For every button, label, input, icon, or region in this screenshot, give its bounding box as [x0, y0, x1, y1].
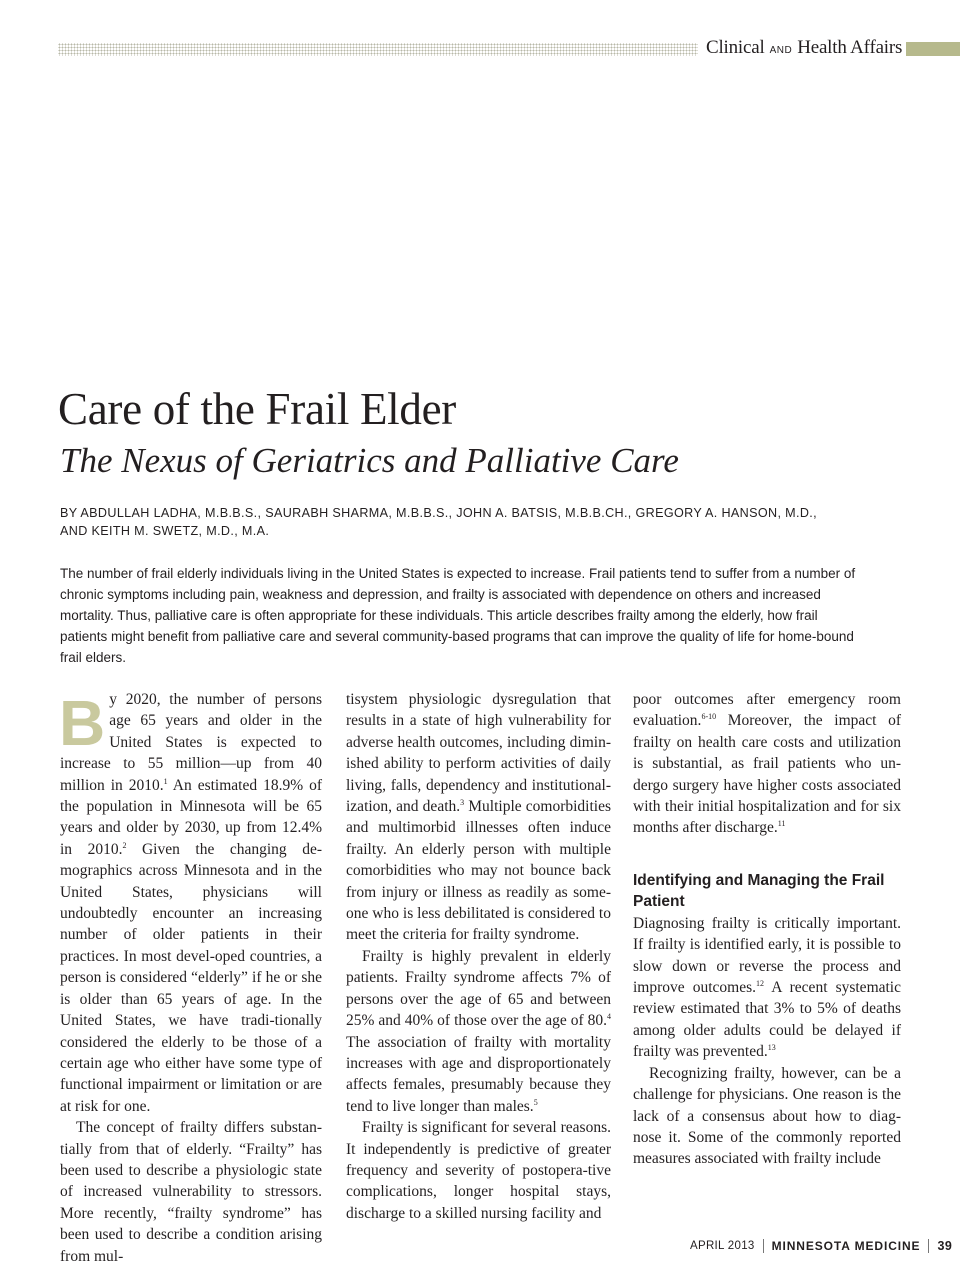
journal-name: MINNESOTA MEDICINE: [771, 1239, 921, 1253]
section-label-clinical: Clinical: [706, 37, 765, 58]
header-accent-bar: [906, 42, 960, 56]
text-run: Given the changing de-mographics across Minnesota and in the United States, physicians will undoubtedly encounter an increasing number of older patients in their practices. In most devel-oped countries, a person is considered “elderly” if he or she is older than 65 years of age. In the United States, we have tradi-tionally considered the elderly to be those of a certain age who either have some type of functional impairment or limitation or are at risk for one.: [60, 840, 322, 1115]
body-column-3: [633, 689, 901, 1170]
paragraph: [633, 913, 901, 1063]
citation: 4: [607, 1012, 611, 1022]
article-abstract: The number of frail elderly individuals living in the United States is expected to increase. Frail patients tend to suffer from a number of chronic symptoms including pain, weakness and depression, and frailty is associated with dependence on others and increased mortality. Thus, palliative care is often appropriate for these individuals. This article describes frailty among the elderly, how frail patients might benefit from palliative care and several community-based programs that can improve the quality of life for home-bound frail elders.: [60, 566, 856, 665]
paragraph: [346, 689, 611, 946]
section-label-and: AND: [769, 45, 793, 56]
citation: 3: [460, 798, 465, 808]
drop-cap: B: [59, 687, 106, 759]
paragraph: The concept of frailty differs substan-tially from that of elderly. “Frailty” has been used to describe a physiologic state of increased vulnerability to stressors. More recently, “frailty syndrome” has been used to describe a condition arising from mul-: [60, 1119, 322, 1265]
citation: 11: [777, 819, 786, 829]
page-footer: [690, 1238, 952, 1254]
text-run: An estimated 18.9% of the population in Minnesota will be 65 years and older by 2030, up from 12.4% in 2010.: [60, 776, 323, 858]
paragraph: [60, 689, 322, 1117]
citation: 13: [767, 1043, 776, 1053]
section-label-health-affairs: Health Affairs: [797, 37, 903, 58]
paragraph: [346, 946, 611, 1117]
footer-divider: [763, 1239, 764, 1253]
page-number: 39: [937, 1239, 953, 1253]
text-run: tisystem physiologic dysregulation that results in a state of high vulnerability for adverse health outcomes, including dimin-ished ability to perform activities of daily living, falls, dependency and institutional-ization, and death.: [346, 691, 611, 816]
paragraph: Frailty is significant for several reasons. It independently is predictive of greater frequency and severity of postopera-tive complications, longer hospital stays, discharge to a skilled nursing facility and: [346, 1119, 611, 1222]
header-dot-pattern: [58, 43, 698, 56]
text-run: A recent systematic review estimated that 3% to 5% of deaths among older adults could be delayed if frailty was prevented.: [633, 979, 901, 1061]
text-run: y 2020, the number of persons age 65 years and older in the United States is expected to increase to 55 million—up from 40 million in 2010.: [60, 691, 322, 794]
citation: 5: [533, 1097, 538, 1107]
body-column-1: [60, 689, 322, 1267]
section-heading: Identifying and Managing the Frail Patient: [633, 871, 885, 910]
paragraph: Recognizing frailty, however, can be a challenge for physicians. One reason is the lack of a consensus about how to diag-nose it. Some of the commonly reported measures associated with frailty include: [633, 1064, 901, 1168]
text-run: The association of frailty with mortality increases with age and disproportionately affects females, presumably because they tend to live longer than males.: [346, 1033, 611, 1115]
issue-date: APRIL 2013: [690, 1240, 755, 1252]
footer-divider: [928, 1239, 929, 1253]
author-byline: BY ABDULLAH LADHA, M.B.B.S., SAURABH SHARMA, M.B.B.S., JOHN A. BATSIS, M.B.B.CH., GREGORY A. HANSON, M.D., AND KEITH M. SWETZ, M.D., M.A.: [60, 506, 817, 538]
text-run: Diagnosing frailty is critically important. If frailty is identified early, it is possible to slow down or reverse the process and improve outcomes.: [633, 914, 901, 997]
citation: 6-10: [701, 712, 717, 722]
article-subtitle: The Nexus of Geriatrics and Palliative Care: [60, 441, 679, 480]
citation: 1: [163, 776, 168, 786]
text-run: Multiple comorbidities and multimorbid illnesses often induce frailty. An elderly person with multiple comorbidities who may not bounce back from injury or illness as readily as some-one who is less debilitated is considered to meet the criteria for frailty syndrome.: [346, 798, 611, 944]
article-title: Care of the Frail Elder: [58, 384, 456, 434]
citation: 2: [122, 840, 127, 850]
section-header: [706, 37, 902, 61]
body-column-2: [346, 689, 611, 1224]
text-run: Frailty is highly prevalent in elderly patients. Frailty syndrome affects 7% of persons over the age of 65 and between 25% and 40% of those over the age of 80.: [346, 947, 611, 1030]
text-run: poor outcomes after emergency room evaluation.: [633, 691, 901, 730]
text-run: Moreover, the impact of frailty on health care costs and utilization is substantial, as frail patients who un-dergo surgery have higher costs associated with their initial hospitalization and for six months after discharge.: [633, 712, 901, 837]
paragraph: [633, 689, 901, 839]
citation: 12: [756, 979, 765, 989]
